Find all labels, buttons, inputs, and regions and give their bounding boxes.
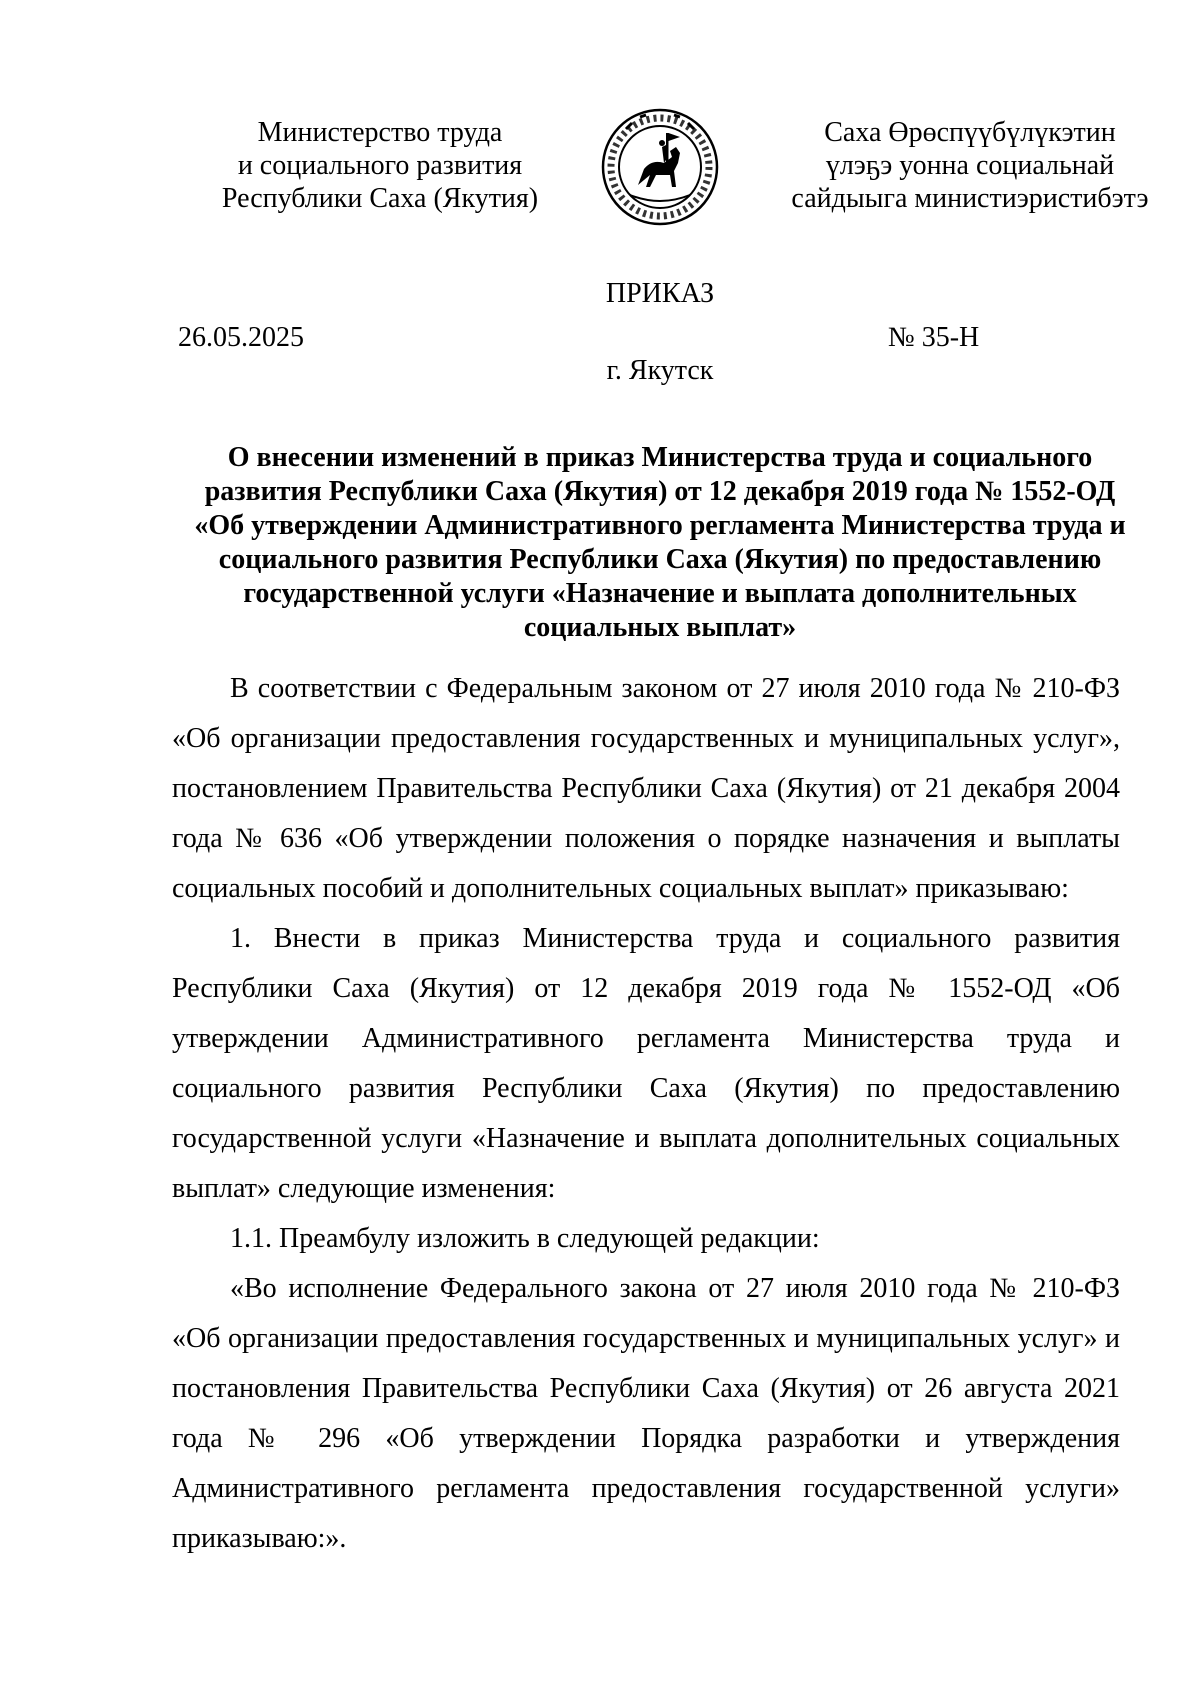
ministry-name-line: сайдыыга министиэристибэтэ (791, 183, 1149, 214)
title-line: социального развития Республики Саха (Якутия) по предоставлению (218, 544, 1102, 575)
title-line: О внесении изменений в приказ Министерства труда и социального (227, 442, 1093, 473)
title-line: «Об утверждении Административного регламента Министерства труда и (194, 510, 1126, 541)
ministry-name-russian (180, 116, 580, 215)
coat-of-arms-emblem (600, 107, 720, 227)
ministry-name-line: Саха Өрөспүүбүлүкэтин (824, 117, 1116, 148)
ministry-name-line: и социального развития (237, 150, 523, 181)
title-line: социальных выплат» (523, 612, 797, 643)
title-line: государственной услуги «Назначение и выплата дополнительных (243, 578, 1077, 609)
order-city: г. Якутск (606, 355, 714, 386)
document-title (160, 441, 1160, 645)
title-line: развития Республики Саха (Якутия) от 12 декабря 2019 года № 1552-ОД (204, 476, 1116, 507)
ministry-name-line: Республики Саха (Якутия) (221, 183, 539, 214)
ministry-name-yakut (780, 116, 1160, 215)
body-paragraph: 1.1. Преамбулу изложить в следующей редакции: (230, 1223, 820, 1254)
body-paragraph: «Во исполнение Федерального закона от 27 июля 2010 года № 210-ФЗ «Об организации предоставления государственных и муниципальных услуг» и постановления Правительства Республики Саха (Якутия) от 26 августа 2021 года № 296 «Об утверждении Порядка разработки и утверждения Административного регламента предоставления государственной услуги» приказываю:». (172, 1273, 1120, 1554)
order-date: 26.05.2025 (178, 322, 304, 353)
body-paragraph: В соответствии с Федеральным законом от 27 июля 2010 года № 210-ФЗ «Об организации предоставления государственных и муниципальных услуг», постановлением Правительства Республики Саха (Якутия) от 21 декабря 2004 года № 636 «Об утверждении положения о порядке назначения и выплаты социальных пособий и дополнительных социальных выплат» приказываю: (172, 673, 1120, 904)
document-body (172, 664, 1120, 1564)
order-number: № 35-Н (888, 322, 980, 353)
body-paragraph: 1. Внести в приказ Министерства труда и социального развития Республики Саха (Якутия) от 12 декабря 2019 года № 1552-ОД «Об утверждении Административного регламента Министерства труда и социального развития Республики Саха (Якутия) по предоставлению государственной услуги «Назначение и выплата дополнительных социальных выплат» следующие изменения: (172, 923, 1120, 1204)
order-heading: ПРИКАЗ (605, 278, 715, 309)
emblem-icon (600, 107, 720, 227)
ministry-name-line: Министерство труда (257, 117, 503, 148)
ministry-name-line: үлэҕэ уонна социальнай (825, 150, 1115, 181)
